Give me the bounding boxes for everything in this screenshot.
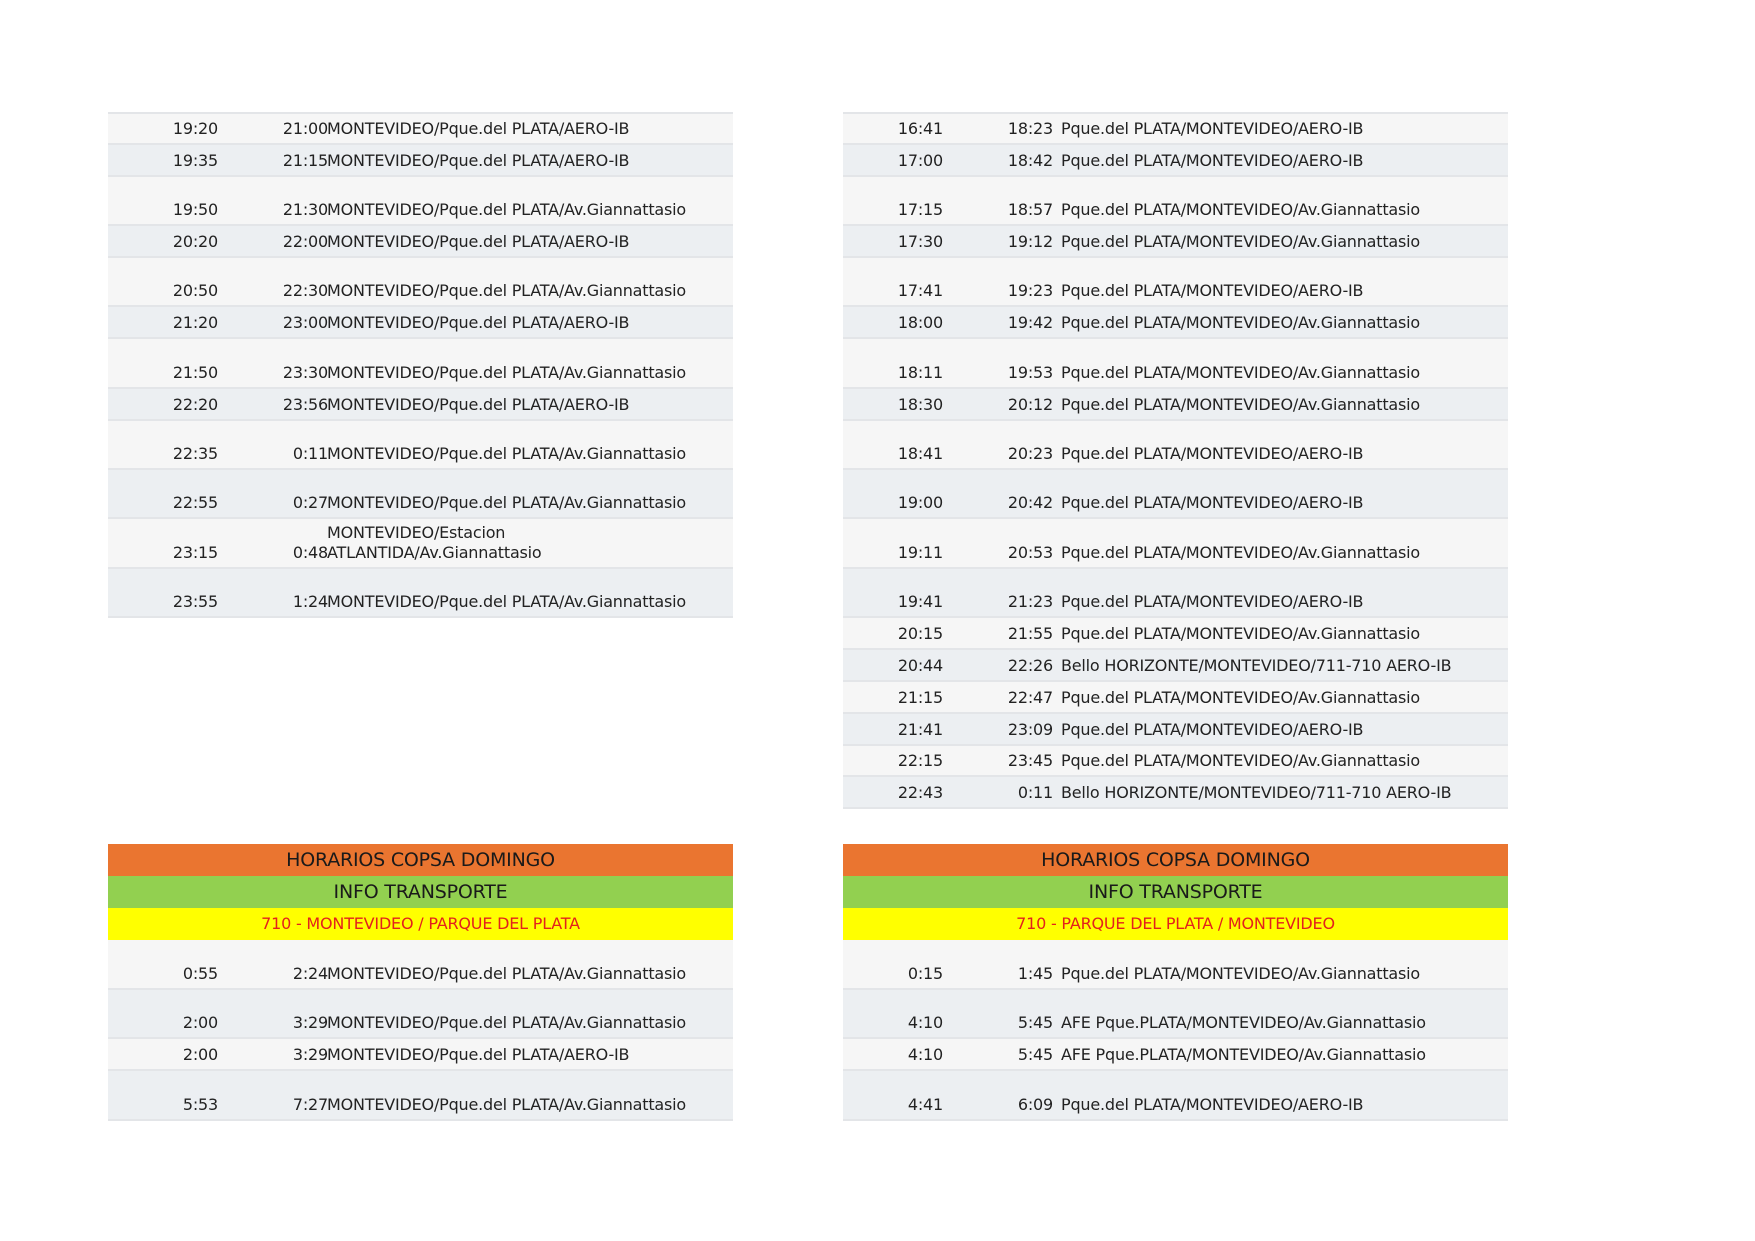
schedule-table-top-right — [843, 112, 1508, 809]
route-description: AFE Pque.PLATA/MONTEVIDEO/Av.Giannattasio — [1061, 1013, 1426, 1032]
table-row — [843, 650, 1508, 682]
departure-time: 17:30 — [897, 232, 943, 251]
route-description: Bello HORIZONTE/MONTEVIDEO/711-710 AERO-IB — [1061, 783, 1452, 802]
table-row — [843, 1071, 1508, 1121]
departure-time: 4:10 — [907, 1045, 943, 1064]
arrival-time: 1:45 — [1017, 964, 1053, 983]
route-line-label: 710 - MONTEVIDEO / PARQUE DEL PLATA — [108, 908, 733, 940]
table-row — [108, 519, 733, 569]
departure-time: 19:50 — [172, 200, 218, 219]
arrival-time: 22:00 — [282, 232, 328, 251]
arrival-time: 21:15 — [282, 151, 328, 170]
departure-time: 22:43 — [897, 783, 943, 802]
table-row — [843, 339, 1508, 389]
departure-time: 19:41 — [897, 592, 943, 611]
table-row — [843, 990, 1508, 1039]
arrival-time: 5:45 — [1017, 1045, 1053, 1064]
arrival-time: 1:24 — [292, 592, 328, 611]
arrival-time: 0:27 — [292, 493, 328, 512]
departure-time: 20:15 — [897, 624, 943, 643]
departure-time: 17:41 — [897, 281, 943, 300]
departure-time: 18:30 — [897, 395, 943, 414]
route-description: MONTEVIDEO/Pque.del PLATA/Av.Giannattasio — [327, 1095, 687, 1114]
departure-time: 17:00 — [897, 151, 943, 170]
schedule-table-top-left — [108, 112, 733, 618]
departure-time: 0:15 — [907, 964, 943, 983]
departure-time: 23:15 — [172, 543, 218, 562]
route-description: Pque.del PLATA/MONTEVIDEO/AERO-IB — [1061, 119, 1364, 138]
route-description: MONTEVIDEO/Pque.del PLATA/Av.Giannattasio — [327, 1013, 687, 1032]
arrival-time: 23:56 — [282, 395, 328, 414]
arrival-time: 22:30 — [282, 281, 328, 300]
arrival-time: 20:53 — [1007, 543, 1053, 562]
route-description: MONTEVIDEO/Pque.del PLATA/AERO-IB — [327, 151, 630, 170]
table-row — [108, 226, 733, 258]
arrival-time: 19:42 — [1007, 313, 1053, 332]
route-description: Pque.del PLATA/MONTEVIDEO/AERO-IB — [1061, 1095, 1364, 1114]
schedule-title: HORARIOS COPSA DOMINGO — [108, 844, 733, 876]
route-description: MONTEVIDEO/Pque.del PLATA/Av.Giannattasio — [327, 200, 687, 219]
departure-time: 4:10 — [907, 1013, 943, 1032]
route-description: MONTEVIDEO/Pque.del PLATA/AERO-IB — [327, 119, 630, 138]
departure-time: 20:44 — [897, 656, 943, 675]
route-description: Pque.del PLATA/MONTEVIDEO/AERO-IB — [1061, 281, 1364, 300]
arrival-time: 23:09 — [1007, 720, 1053, 739]
arrival-time: 0:11 — [1017, 783, 1053, 802]
table-row — [108, 990, 733, 1039]
departure-time: 19:11 — [897, 543, 943, 562]
route-line-label: 710 - PARQUE DEL PLATA / MONTEVIDEO — [843, 908, 1508, 940]
route-description: Pque.del PLATA/MONTEVIDEO/Av.Giannattasio — [1061, 751, 1421, 770]
route-description: MONTEVIDEO/Pque.del PLATA/AERO-IB — [327, 313, 630, 332]
route-description: AFE Pque.PLATA/MONTEVIDEO/Av.Giannattasio — [1061, 1045, 1426, 1064]
table-row — [108, 177, 733, 226]
departure-time: 22:20 — [172, 395, 218, 414]
arrival-time: 0:48 — [292, 543, 328, 562]
arrival-time: 23:00 — [282, 313, 328, 332]
arrival-time: 19:12 — [1007, 232, 1053, 251]
arrival-time: 21:00 — [282, 119, 328, 138]
table-row — [843, 777, 1508, 809]
table-row — [108, 470, 733, 519]
departure-time: 22:55 — [172, 493, 218, 512]
table-row — [108, 1039, 733, 1071]
table-row — [843, 389, 1508, 421]
arrival-time: 18:23 — [1007, 119, 1053, 138]
table-row — [843, 307, 1508, 339]
route-description: Pque.del PLATA/MONTEVIDEO/Av.Giannattasio — [1061, 363, 1421, 382]
route-description: MONTEVIDEO/Pque.del PLATA/Av.Giannattasio — [327, 592, 687, 611]
arrival-time: 22:47 — [1007, 688, 1053, 707]
arrival-time: 6:09 — [1017, 1095, 1053, 1114]
departure-time: 16:41 — [897, 119, 943, 138]
table-row — [843, 470, 1508, 519]
table-row — [843, 682, 1508, 714]
table-row — [108, 112, 733, 145]
departure-time: 18:11 — [897, 363, 943, 382]
route-description: Pque.del PLATA/MONTEVIDEO/AERO-IB — [1061, 493, 1364, 512]
route-description: MONTEVIDEO/Pque.del PLATA/AERO-IB — [327, 232, 630, 251]
arrival-time: 2:24 — [292, 964, 328, 983]
arrival-time: 20:42 — [1007, 493, 1053, 512]
arrival-time: 21:30 — [282, 200, 328, 219]
departure-time: 5:53 — [182, 1095, 218, 1114]
route-description: MONTEVIDEO/Pque.del PLATA/Av.Giannattasio — [327, 444, 687, 463]
table-row — [108, 389, 733, 421]
arrival-time: 7:27 — [292, 1095, 328, 1114]
schedule-title: HORARIOS COPSA DOMINGO — [843, 844, 1508, 876]
route-description: Pque.del PLATA/MONTEVIDEO/AERO-IB — [1061, 720, 1364, 739]
arrival-time: 18:57 — [1007, 200, 1053, 219]
table-row — [108, 940, 733, 990]
route-description: Pque.del PLATA/MONTEVIDEO/Av.Giannattasio — [1061, 543, 1421, 562]
departure-time: 19:20 — [172, 119, 218, 138]
schedule-subtitle: INFO TRANSPORTE — [843, 876, 1508, 908]
table-row — [108, 258, 733, 307]
arrival-time: 23:45 — [1007, 751, 1053, 770]
departure-time: 18:00 — [897, 313, 943, 332]
departure-time: 20:20 — [172, 232, 218, 251]
table-row — [108, 1071, 733, 1121]
departure-time: 20:50 — [172, 281, 218, 300]
departure-time: 17:15 — [897, 200, 943, 219]
table-row — [108, 339, 733, 389]
table-row — [108, 569, 733, 618]
route-description: MONTEVIDEO/Pque.del PLATA/AERO-IB — [327, 1045, 630, 1064]
schedule-table-bottom-right — [843, 844, 1508, 1121]
table-row — [843, 421, 1508, 470]
table-row — [843, 112, 1508, 145]
table-row — [843, 145, 1508, 177]
table-row — [843, 618, 1508, 650]
departure-time: 18:41 — [897, 444, 943, 463]
route-description: Pque.del PLATA/MONTEVIDEO/Av.Giannattasio — [1061, 624, 1421, 643]
arrival-time: 23:30 — [282, 363, 328, 382]
departure-time: 21:41 — [897, 720, 943, 739]
arrival-time: 19:23 — [1007, 281, 1053, 300]
departure-time: 2:00 — [182, 1045, 218, 1064]
table-row — [843, 1039, 1508, 1071]
route-description: Pque.del PLATA/MONTEVIDEO/AERO-IB — [1061, 444, 1364, 463]
arrival-time: 21:23 — [1007, 592, 1053, 611]
table-row — [843, 519, 1508, 569]
route-description: Pque.del PLATA/MONTEVIDEO/AERO-IB — [1061, 592, 1364, 611]
arrival-time: 3:29 — [292, 1045, 328, 1064]
departure-time: 21:15 — [897, 688, 943, 707]
arrival-time: 18:42 — [1007, 151, 1053, 170]
route-description: Bello HORIZONTE/MONTEVIDEO/711-710 AERO-IB — [1061, 656, 1452, 675]
route-description: MONTEVIDEO/Estacion ATLANTIDA/Av.Giannattasio — [327, 523, 542, 562]
departure-time: 21:20 — [172, 313, 218, 332]
table-row — [843, 569, 1508, 618]
schedule-subtitle: INFO TRANSPORTE — [108, 876, 733, 908]
table-row — [843, 714, 1508, 746]
departure-time: 0:55 — [182, 964, 218, 983]
departure-time: 19:00 — [897, 493, 943, 512]
departure-time: 2:00 — [182, 1013, 218, 1032]
arrival-time: 21:55 — [1007, 624, 1053, 643]
arrival-time: 19:53 — [1007, 363, 1053, 382]
arrival-time: 3:29 — [292, 1013, 328, 1032]
departure-time: 21:50 — [172, 363, 218, 382]
route-description: MONTEVIDEO/Pque.del PLATA/Av.Giannattasio — [327, 281, 687, 300]
departure-time: 22:15 — [897, 751, 943, 770]
arrival-time: 5:45 — [1017, 1013, 1053, 1032]
route-description: Pque.del PLATA/MONTEVIDEO/Av.Giannattasio — [1061, 232, 1421, 251]
arrival-time: 20:12 — [1007, 395, 1053, 414]
route-description: Pque.del PLATA/MONTEVIDEO/Av.Giannattasio — [1061, 200, 1421, 219]
route-description: MONTEVIDEO/Pque.del PLATA/Av.Giannattasio — [327, 964, 687, 983]
route-description: Pque.del PLATA/MONTEVIDEO/Av.Giannattasio — [1061, 313, 1421, 332]
table-row — [843, 177, 1508, 226]
departure-time: 23:55 — [172, 592, 218, 611]
route-description: Pque.del PLATA/MONTEVIDEO/Av.Giannattasio — [1061, 688, 1421, 707]
table-row — [843, 746, 1508, 777]
schedule-table-bottom-left — [108, 844, 733, 1121]
route-description: Pque.del PLATA/MONTEVIDEO/Av.Giannattasio — [1061, 964, 1421, 983]
departure-time: 22:35 — [172, 444, 218, 463]
route-description: MONTEVIDEO/Pque.del PLATA/Av.Giannattasio — [327, 493, 687, 512]
route-description: Pque.del PLATA/MONTEVIDEO/Av.Giannattasio — [1061, 395, 1421, 414]
table-row — [843, 258, 1508, 307]
arrival-time: 22:26 — [1007, 656, 1053, 675]
table-row — [108, 145, 733, 177]
table-row — [108, 421, 733, 470]
route-description: MONTEVIDEO/Pque.del PLATA/AERO-IB — [327, 395, 630, 414]
table-row — [843, 226, 1508, 258]
arrival-time: 0:11 — [292, 444, 328, 463]
table-row — [843, 940, 1508, 990]
route-description: Pque.del PLATA/MONTEVIDEO/AERO-IB — [1061, 151, 1364, 170]
arrival-time: 20:23 — [1007, 444, 1053, 463]
departure-time: 4:41 — [907, 1095, 943, 1114]
route-description: MONTEVIDEO/Pque.del PLATA/Av.Giannattasio — [327, 363, 687, 382]
departure-time: 19:35 — [172, 151, 218, 170]
table-row — [108, 307, 733, 339]
